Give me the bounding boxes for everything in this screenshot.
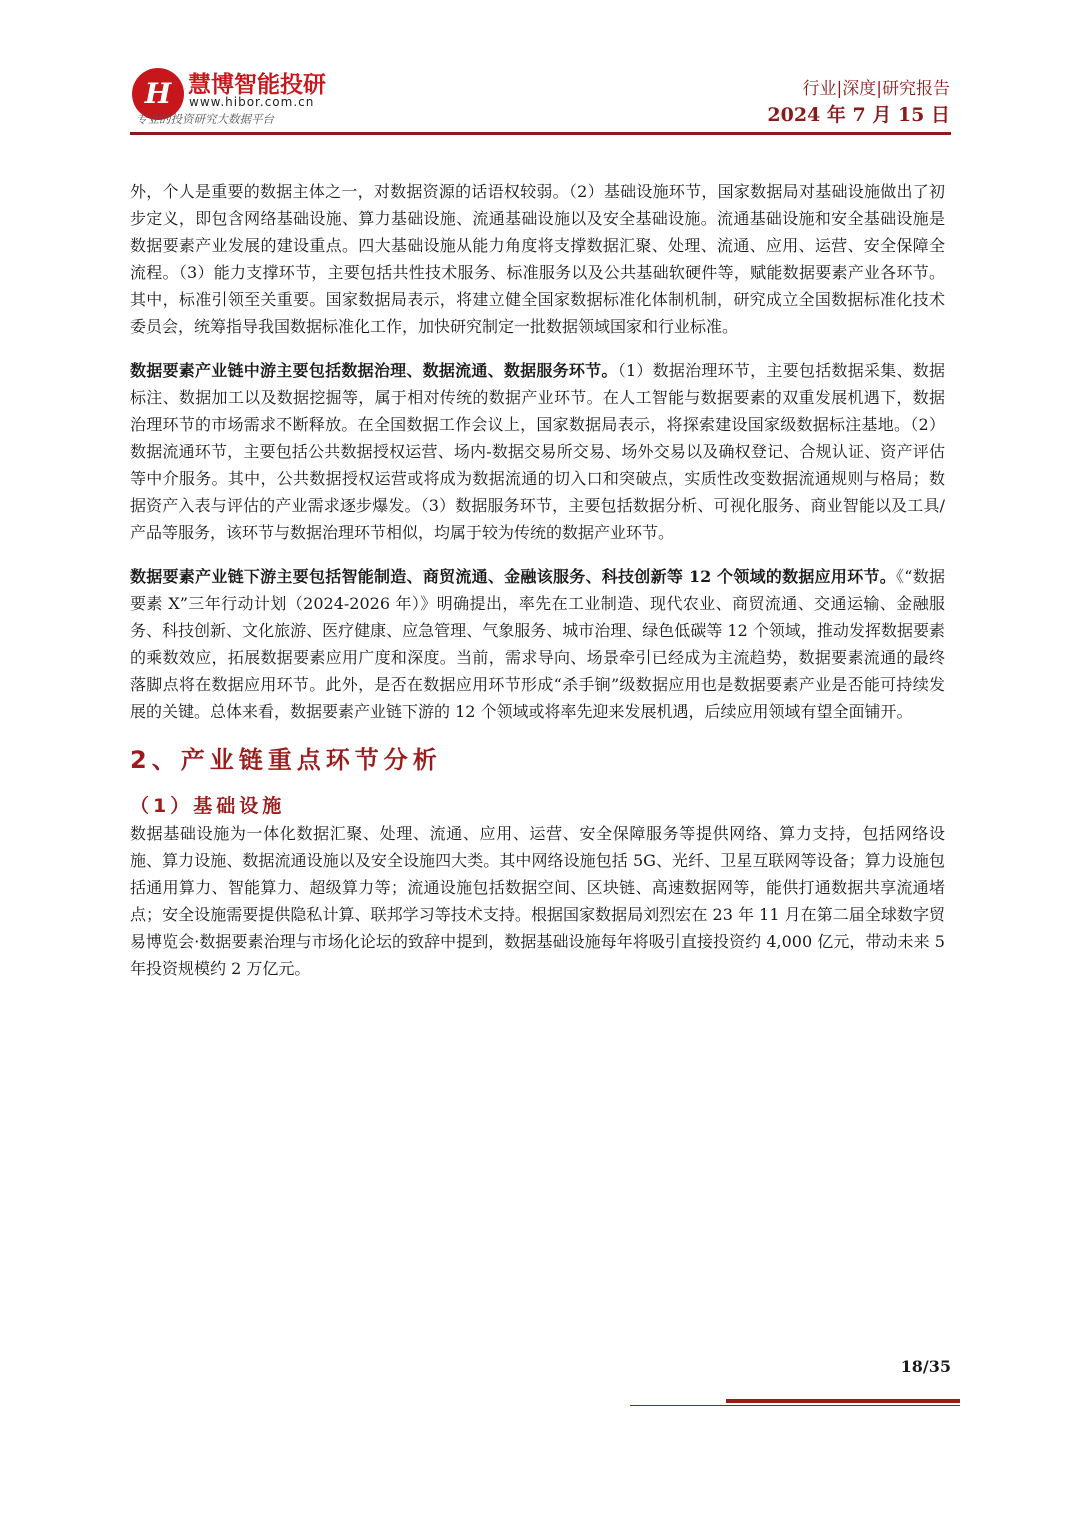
paragraph-2-lead: 数据要素产业链中游主要包括数据治理、数据流通、数据服务环节。 <box>130 361 618 380</box>
footer-line <box>630 1405 960 1406</box>
paragraph-1: 外，个人是重要的数据主体之一，对数据资源的话语权较弱。（2）基础设施环节，国家数据局对基础设施做出了初步定义，即包含网络基础设施、算力基础设施、流通基础设施以及安全基础设施。流通基础设施和安全基础设施是数据要素产业发展的建设重点。四大基础设施从能力角度将支撑数据汇聚、处理、流通、应用、运营、安全保障全流程。（3）能力支撑环节，主要包括共性技术服务、标准服务以及公共基础软硬件等，赋能数据要素产业各环节。其中，标准引领至关重要。国家数据局表示，将建立健全国家数据标准化体制机制，研究成立全国数据标准化技术委员会，统筹指导我国数据标准化工作，加快研究制定一批数据领域国家和行业标准。 <box>130 182 945 336</box>
report-category: 行业|深度|研究报告 <box>802 79 950 99</box>
brand-name: 慧博智能投研 <box>188 72 326 98</box>
report-meta <box>767 78 950 130</box>
logo-mark-icon: H <box>132 68 184 120</box>
brand-slogan: 专业的投资研究大数据平台 <box>136 112 274 126</box>
logo <box>132 64 332 128</box>
paragraph-2 <box>130 357 945 546</box>
section-title: 2、产业链重点环节分析 <box>130 746 442 774</box>
paragraph-3 <box>130 563 945 725</box>
page-number: 18/35 <box>900 1357 951 1376</box>
brand-url: www.hibor.com.cn <box>189 95 315 109</box>
report-date: 2024 年 7 月 15 日 <box>767 104 950 126</box>
paragraph-3-text: 《“数据要素 X”三年行动计划（2024-2026 年）》明确提出，率先在工业制造、现代农业、商贸流通、交通运输、金融服务、科技创新、文化旅游、医疗健康、应急管理、气象服务、城市治理、绿色低碳等 12 个领域，推动发挥数据要素的乘数效应，拓展数据要素应用广度和深度。当前，需求导向、场景牵引已经成为主流趋势，数据要素流通的最终落脚点将在数据应用环节。此外，是否在数据应用环节形成“杀手锏”级数据应用也是数据要素产业是否能可持续发展的关键。总体来看，数据要素产业链下游的 12 个领域或将率先迎来发展机遇，后续应用领域有望全面铺开。 <box>130 567 945 721</box>
subsection-title: （1）基础设施 <box>130 795 286 817</box>
footer-bar <box>726 1399 960 1403</box>
header-divider <box>130 132 951 135</box>
page-body <box>130 178 945 999</box>
paragraph-2-text: （1）数据治理环节，主要包括数据采集、数据标注、数据加工以及数据挖掘等，属于相对传统的数据产业环节。在人工智能与数据要素的双重发展机遇下，数据治理环节的市场需求不断释放。在全国数据工作会议上，国家数据局表示，将探索建设国家级数据标注基地。（2）数据流通环节，主要包括公共数据授权运营、场内-数据交易所交易、场外交易以及确权登记、合规认证、资产评估等中介服务。其中，公共数据授权运营或将成为数据流通的切入口和突破点，实质性改变数据流通规则与格局；数据资产入表与评估的产业需求逐步爆发。（3）数据服务环节，主要包括数据分析、可视化服务、商业智能以及工具/产品等服务，该环节与数据治理环节相似，均属于较为传统的数据产业环节。 <box>130 361 945 542</box>
paragraph-3-lead: 数据要素产业链下游主要包括智能制造、商贸流通、金融该服务、科技创新等 12 个领域的数据应用环节。 <box>130 567 896 586</box>
paragraph-4: 数据基础设施为一体化数据汇聚、处理、流通、应用、运营、安全保障服务等提供网络、算力支持，包括网络设施、算力设施、数据流通设施以及安全设施四大类。其中网络设施包括 5G、光纤、卫星互联网等设备；算力设施包括通用算力、智能算力、超级算力等；流通设施包括数据空间、区块链、高速数据网等，能供打通数据共享流通堵点；安全设施需要提供隐私计算、联邦学习等技术支持。根据国家数据局刘烈宏在 23 年 11 月在第二届全球数字贸易博览会·数据要素治理与市场化论坛的致辞中提到，数据基础设施每年将吸引直接投资约 4,000 亿元，带动未来 5 年投资规模约 2 万亿元。 <box>130 824 945 978</box>
